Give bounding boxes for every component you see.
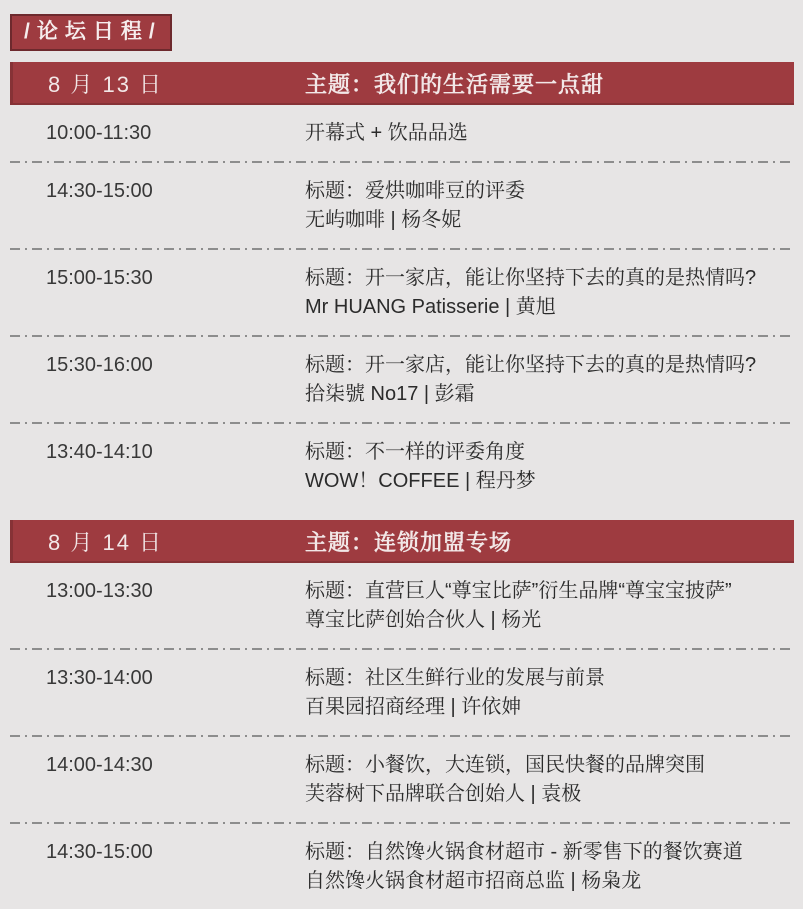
session-speaker: 芙蓉树下品牌联合创始人 | 袁极 bbox=[305, 783, 582, 805]
session-info bbox=[305, 264, 794, 322]
schedule-row bbox=[10, 105, 794, 161]
session-title: 标题：不一样的评委角度 bbox=[305, 441, 525, 463]
session-info bbox=[305, 119, 794, 148]
session-speaker: 拾柒號 No17 | 彭霜 bbox=[305, 383, 475, 405]
session-title: 标题：小餐饮，大连锁，国民快餐的品牌突围 bbox=[305, 754, 705, 776]
session-title: 标题：直营巨人“尊宝比萨”衍生品牌“尊宝宝披萨” bbox=[305, 580, 732, 602]
session-speaker: 无屿咖啡 | 杨冬妮 bbox=[305, 209, 462, 231]
session-info bbox=[305, 577, 794, 635]
session-time: 10:00-11:30 bbox=[46, 122, 152, 144]
session-time: 13:40-14:10 bbox=[46, 441, 153, 463]
session-time: 15:00-15:30 bbox=[46, 267, 153, 289]
session-time: 13:00-13:30 bbox=[46, 580, 153, 602]
schedule-row bbox=[10, 163, 794, 248]
section-date: 8 月 13 日 bbox=[48, 72, 164, 97]
schedule bbox=[10, 62, 794, 909]
session-time: 14:30-15:00 bbox=[46, 841, 153, 863]
session-info bbox=[305, 751, 794, 809]
session-speaker: 百果园招商经理 | 许依妽 bbox=[305, 696, 522, 718]
session-time: 13:30-14:00 bbox=[46, 667, 153, 689]
page-title: /论坛日程/ bbox=[10, 14, 172, 51]
session-info bbox=[305, 838, 794, 896]
section-theme: 主题：连锁加盟专场 bbox=[305, 530, 513, 555]
section-header bbox=[10, 520, 794, 563]
section-theme: 主题：我们的生活需要一点甜 bbox=[305, 72, 605, 97]
session-info bbox=[305, 664, 794, 722]
session-info bbox=[305, 177, 794, 235]
schedule-row bbox=[10, 650, 794, 735]
session-speaker: WOW！COFFEE | 程丹梦 bbox=[305, 470, 536, 492]
section-header bbox=[10, 62, 794, 105]
session-title: 标题：社区生鲜行业的发展与前景 bbox=[305, 667, 605, 689]
schedule-row bbox=[10, 737, 794, 822]
section-date: 8 月 14 日 bbox=[48, 530, 164, 555]
session-speaker: Mr HUANG Patisserie | 黄旭 bbox=[305, 296, 556, 318]
session-speaker: 自然馋火锅食材超市招商总监 | 杨枭龙 bbox=[305, 870, 642, 892]
session-title: 标题：开一家店，能让你坚持下去的真的是热情吗? bbox=[305, 267, 757, 289]
session-time: 14:30-15:00 bbox=[46, 180, 153, 202]
session-info bbox=[305, 351, 794, 409]
session-time: 14:00-14:30 bbox=[46, 754, 153, 776]
schedule-row bbox=[10, 424, 794, 509]
schedule-row bbox=[10, 337, 794, 422]
session-time: 15:30-16:00 bbox=[46, 354, 153, 376]
session-title: 标题：爱烘咖啡豆的评委 bbox=[305, 180, 525, 202]
schedule-row bbox=[10, 824, 794, 909]
schedule-row bbox=[10, 250, 794, 335]
schedule-row bbox=[10, 563, 794, 648]
session-title: 标题：开一家店，能让你坚持下去的真的是热情吗? bbox=[305, 354, 757, 376]
session-title: 开幕式 + 饮品品选 bbox=[305, 122, 468, 144]
session-title: 标题：自然馋火锅食材超市 - 新零售下的餐饮赛道 bbox=[305, 841, 743, 863]
session-speaker: 尊宝比萨创始合伙人 | 杨光 bbox=[305, 609, 542, 631]
session-info bbox=[305, 438, 794, 496]
